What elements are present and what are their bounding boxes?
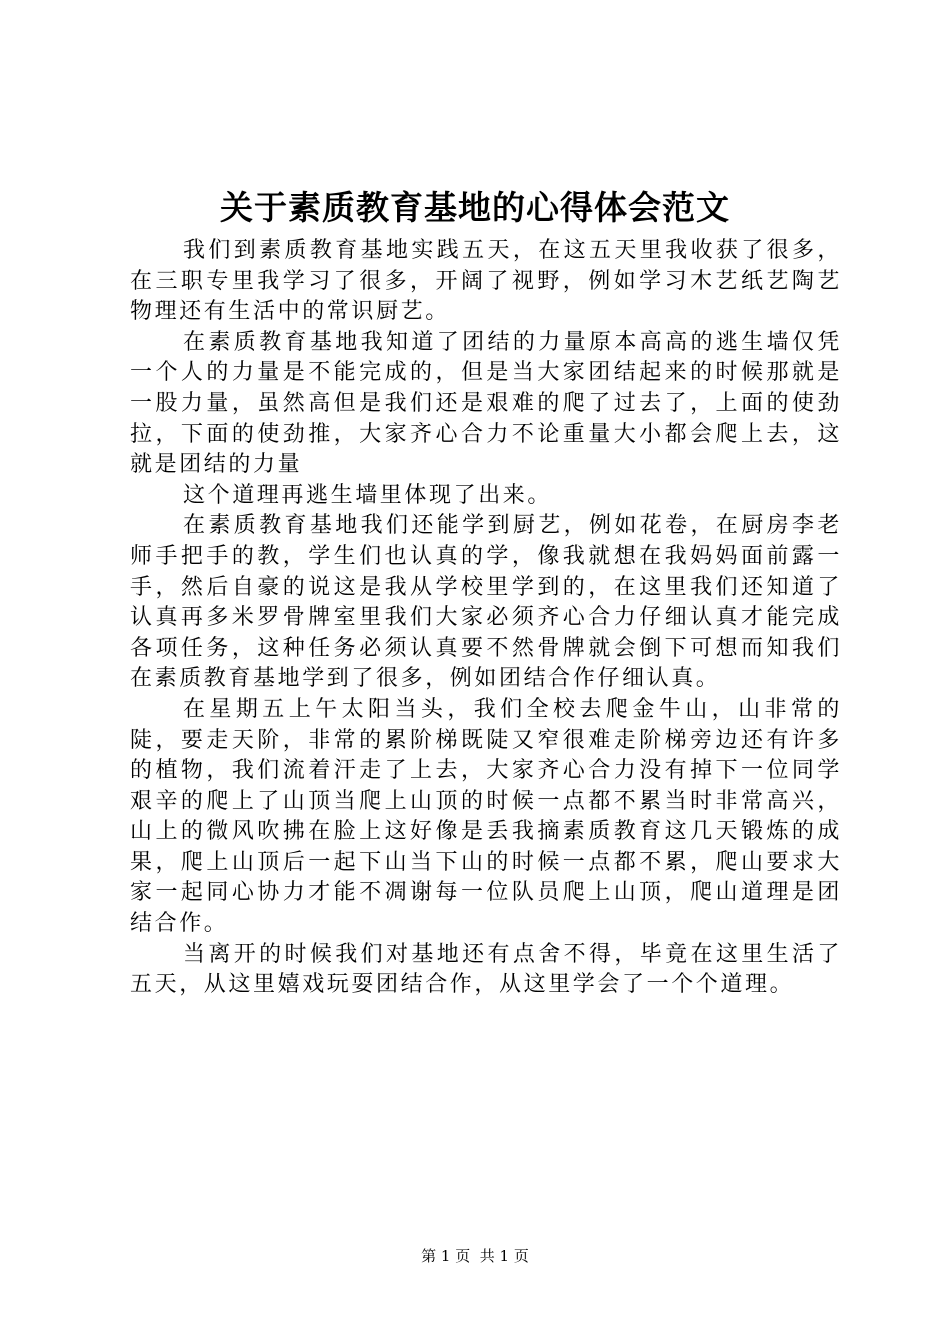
paragraph: 当离开的时候我们对基地还有点舍不得，毕竟在这里生活了五天，从这里嬉戏玩耍团结合作，从这里学会了一个个道理。 [130,941,842,998]
paragraph: 在素质教育基地我们还能学到厨艺，例如花卷，在厨房李老师手把手的教，学生们也认真的学，像我就想在我妈妈面前露一手，然后自豪的说这是我从学校里学到的，在这里我们还知道了认真再多米罗骨牌室里我们大家必须齐心合力仔细认真才能完成各项任务，这种任务必须认真要不然骨牌就会倒下可想而知我们在素质教育基地学到了很多，例如团结合作仔细认真。 [130,513,842,692]
paragraph: 在素质教育基地我知道了团结的力量原本高高的逃生墙仅凭一个人的力量是不能完成的，但是当大家团结起来的时候那就是一股力量，虽然高但是我们还是艰难的爬了过去了，上面的使劲拉，下面的使劲推，大家齐心合力不论重量大小都会爬上去，这就是团结的力量 [130,329,842,478]
paragraph: 我们到素质教育基地实践五天，在这五天里我收获了很多，在三职专里我学习了很多，开阔了视野，例如学习木艺纸艺陶艺物理还有生活中的常识厨艺。 [130,238,842,325]
document-body [130,236,842,1001]
page-total: 共 1 页 [479,1247,529,1265]
paragraph: 在星期五上午太阳当头，我们全校去爬金牛山，山非常的陡，要走天阶，非常的累阶梯既陡又窄很难走阶梯旁边还有许多的植物，我们流着汗走了上去，大家齐心合力没有掉下一位同学艰辛的爬上了山顶当爬上山顶的时候一点都不累当时非常高兴，山上的微风吹拂在脸上这好像是丢我摘素质教育这几天锻炼的成果，爬上山顶后一起下山当下山的时候一点都不累，爬山要求大家一起同心协力才能不凋谢每一位队员爬上山顶，爬山道理是团结合作。 [130,696,842,937]
paragraph: 这个道理再逃生墙里体现了出来。 [183,482,553,508]
page-number: 第 1 页 [421,1247,471,1265]
document-title: 关于素质教育基地的心得体会范文 [220,188,730,227]
page-footer [0,1246,950,1266]
